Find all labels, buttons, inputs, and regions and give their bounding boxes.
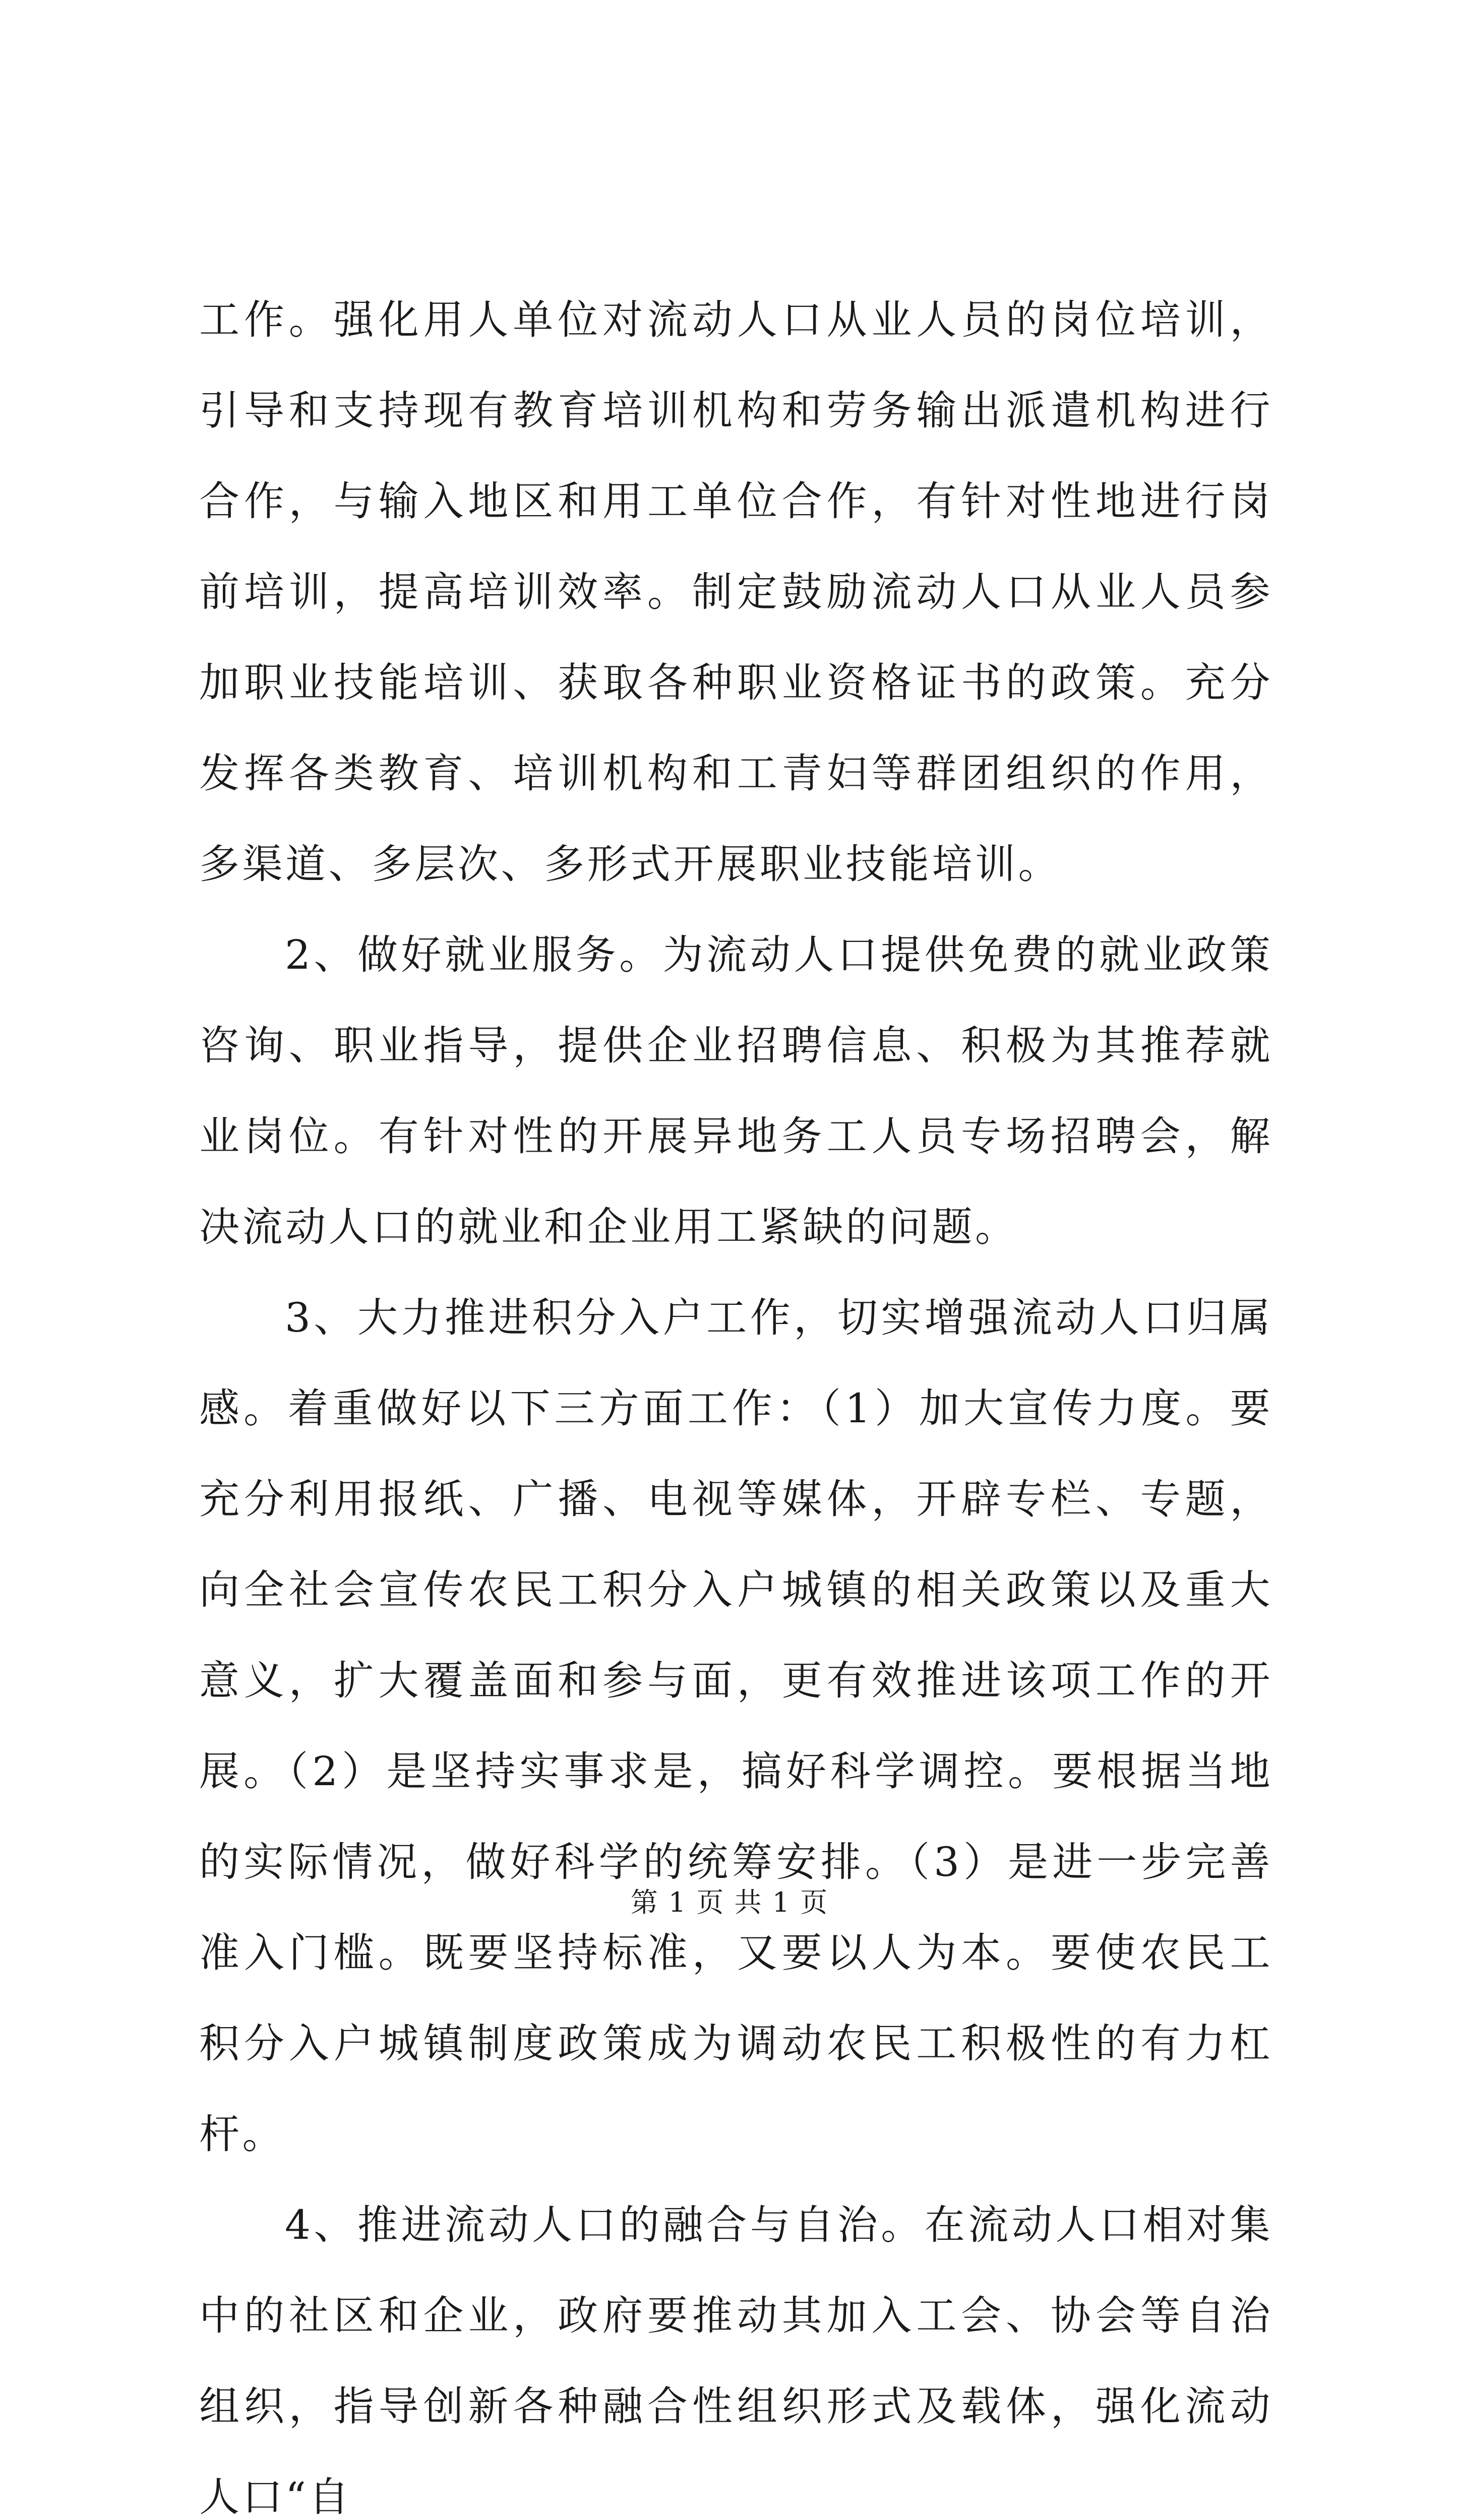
paragraph-employment-service: 2、做好就业服务。为流动人口提供免费的就业政策咨询、职业指导，提供企业招聘信息、积极为其推荐就业岗位。有针对性的开展异地务工人员专场招聘会，解决流动人口的就业和企业用工紧缺的问题。 — [199, 931, 1273, 1250]
paragraph-integration-autonomy: 4、推进流动人口的融合与自治。在流动人口相对集中的社区和企业，政府要推动其加入工会、协会等自治组织，指导创新各种融合性组织形式及载体，强化流动人口“自 — [199, 2201, 1273, 2520]
paragraph-points-household-registration: 3、大力推进积分入户工作，切实增强流动人口归属感。着重做好以下三方面工作：（1）加大宣传力度。要充分利用报纸、广播、电视等媒体，开辟专栏、专题，向全社会宣传农民工积分入户城镇的相关政策以及重大意义，扩大覆盖面和参与面，更有效推进该项工作的开展。（2）是坚持实事求是，搞好科学调控。要根据当地的实际情况，做好科学的统筹安排。（3）是进一步完善准入门槛。既要坚持标准，又要以人为本。要使农民工积分入户城镇制度政策成为调动农民工积极性的有力杠杆。 — [199, 1294, 1273, 2158]
page-number-footer: 第 1 页 共 1 页 — [630, 1886, 829, 1918]
document-body — [199, 275, 1273, 2520]
paragraph-continuation: 工作。强化用人单位对流动人口从业人员的岗位培训，引导和支持现有教育培训机构和劳务输出派遣机构进行合作，与输入地区和用工单位合作，有针对性地进行岗前培训，提高培训效率。制定鼓励流动人口从业人员参加职业技能培训、获取各种职业资格证书的政策。充分发挥各类教育、培训机构和工青妇等群团组织的作用，多渠道、多层次、多形式开展职业技能培训。 — [199, 296, 1273, 888]
